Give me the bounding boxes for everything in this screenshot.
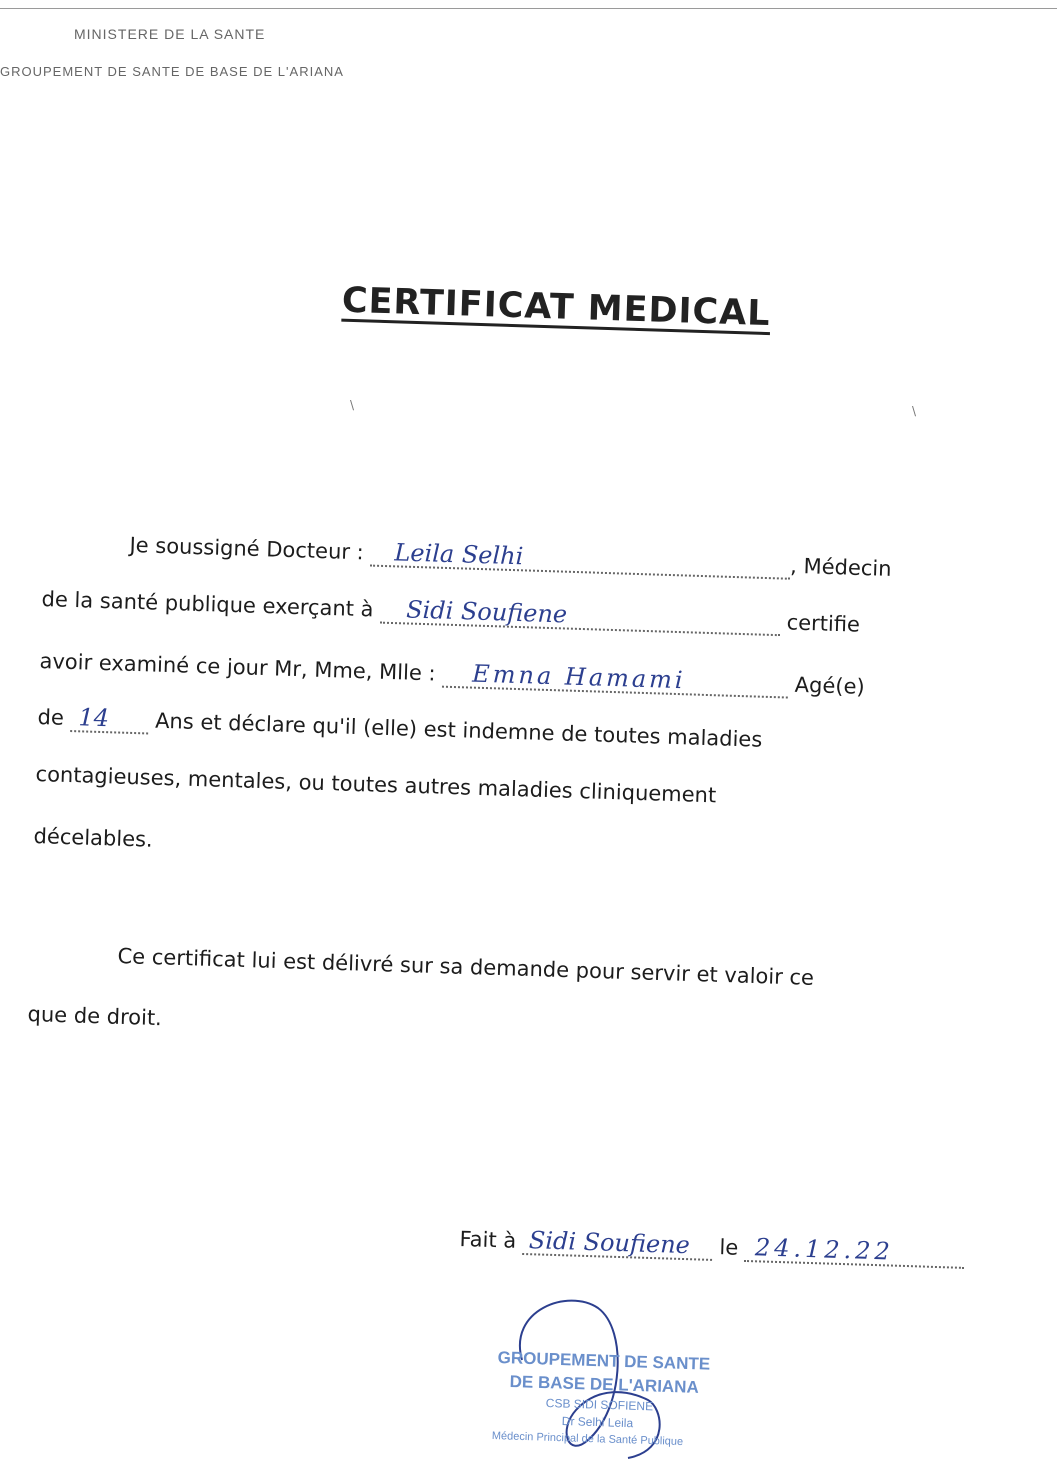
doctor-name-handwriting: Leila Selhi: [394, 538, 524, 571]
fait-label: Fait à: [459, 1226, 517, 1253]
signature-line: [459, 1226, 965, 1269]
text-fragment: Agé(e): [794, 672, 866, 699]
body-line-2: [41, 586, 860, 639]
signature-place-field: [522, 1228, 713, 1261]
stamp-line-5: Médecin Principal de la Santé Publique: [491, 1430, 684, 1449]
signature-date-handwriting: 24.12.22: [754, 1233, 895, 1266]
text-fragment: certifie: [786, 610, 861, 637]
patient-name-handwriting: Emna Hamami: [471, 659, 687, 695]
closing-line-2: que de droit.: [27, 1002, 163, 1031]
patient-name-field: [442, 661, 789, 699]
age-handwriting: 14: [78, 703, 110, 733]
stamp-line-4: Dr Selhi Leila: [561, 1414, 634, 1431]
practice-place-field: [380, 597, 781, 637]
body-line-1: [129, 532, 892, 583]
body-line-4: [37, 704, 763, 754]
stamp-line-2: DE BASE DE L'ARIANA: [509, 1372, 700, 1397]
text-fragment: de: [37, 704, 65, 730]
signature-place-handwriting: Sidi Soufiene: [528, 1226, 691, 1260]
text-fragment: avoir examiné ce jour Mr, Mme, Mlle :: [39, 648, 436, 686]
text-fragment: Ans et déclare qu'il (elle) est indemne de toutes maladies: [154, 708, 763, 752]
group-header: GROUPEMENT DE SANTE DE BASE DE L'ARIANA: [0, 64, 344, 79]
text-fragment: , Médecin: [789, 553, 892, 581]
document-title: CERTIFICAT MEDICAL: [341, 280, 772, 335]
text-fragment: Je soussigné Docteur :: [129, 532, 365, 565]
speck-mark: \: [912, 404, 917, 418]
speck-mark: \: [350, 398, 355, 412]
official-stamp: [488, 1290, 788, 1470]
le-label: le: [719, 1235, 739, 1260]
doctor-name-field: [370, 540, 791, 580]
text-fragment: de la santé publique exerçant à: [41, 586, 374, 622]
body-line-3: [39, 648, 865, 701]
stamp-line-1: GROUPEMENT DE SANTE: [497, 1348, 711, 1374]
top-rule: [0, 8, 1057, 9]
closing-line-1: Ce certificat lui est délivré sur sa demande pour servir et valoir ce: [117, 944, 815, 990]
age-field: [70, 705, 149, 734]
ministry-header: MINISTERE DE LA SANTE: [74, 26, 266, 42]
body-line-6: décelables.: [33, 824, 154, 852]
stamp-line-3: CSB SIDI SOFIENE: [545, 1396, 654, 1414]
practice-place-handwriting: Sidi Soufiene: [405, 595, 568, 629]
body-line-5: contagieuses, mentales, ou toutes autres maladies cliniquement: [35, 762, 717, 808]
signature-date-field: [744, 1235, 965, 1269]
